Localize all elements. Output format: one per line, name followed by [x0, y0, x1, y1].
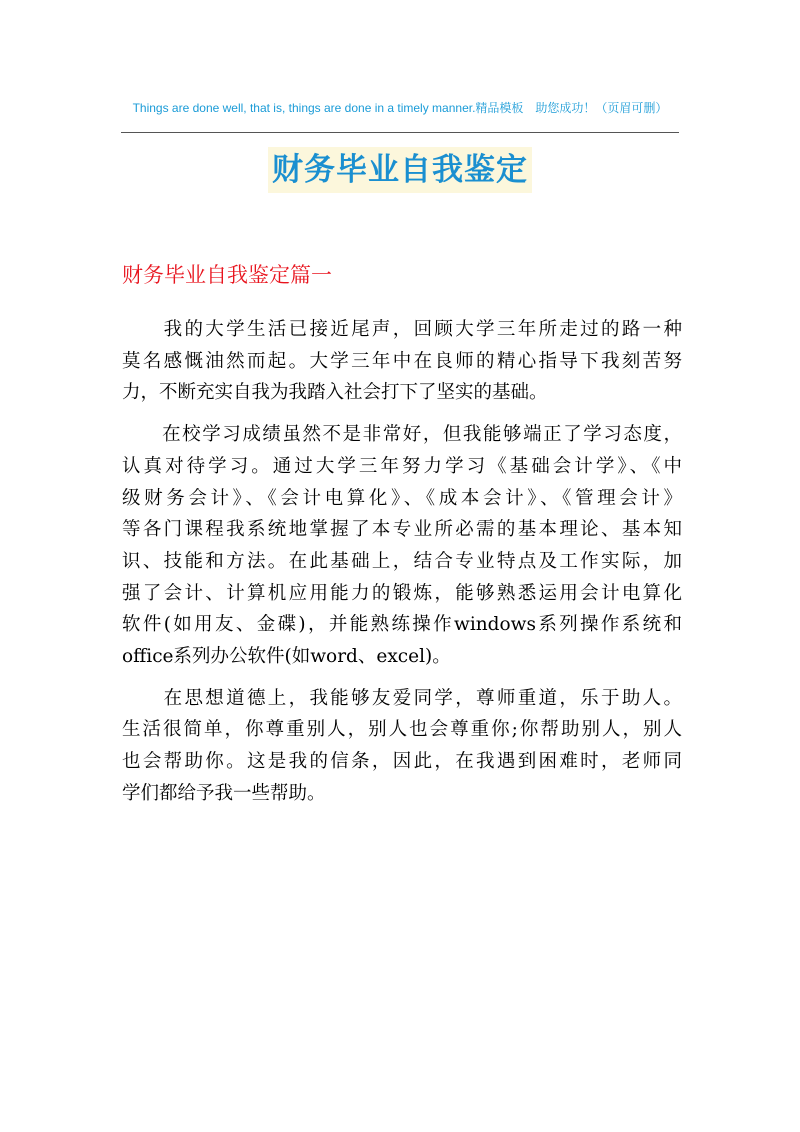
paragraph-line: 学们都给予我一些帮助。 [122, 782, 326, 804]
section-heading: 财务毕业自我鉴定篇一 [122, 263, 332, 287]
paragraph-line: office系列办公软件(如word、excel)。 [122, 646, 451, 668]
page-header-text: Things are done well, that is, things are done in a timely manner.精品模板 助您成功！（页眉可删） [132, 101, 668, 115]
paragraph-line: 软件(如用友、金碟)，并能熟练操作windows系列操作系统和 [122, 614, 682, 636]
paragraph-3 [122, 683, 682, 810]
paragraph-line: 强了会计、计算机应用能力的锻炼，能够熟悉运用会计电算化 [122, 582, 682, 604]
paragraph-line: 莫名感慨油然而起。大学三年中在良师的精心指导下我刻苦努 [122, 350, 682, 372]
paragraph-line: 级财务会计》、《会计电算化》、《成本会计》、《管理会计》 [122, 487, 682, 509]
paragraph-line: 也会帮助你。这是我的信条，因此，在我遇到困难时，老师同 [122, 751, 682, 773]
paragraph-line: 力，不断充实自我为我踏入社会打下了坚实的基础。 [122, 382, 548, 404]
document-body [122, 314, 682, 820]
paragraph-line: 在校学习成绩虽然不是非常好，但我能够端正了学习态度， [122, 424, 682, 446]
paragraph-line: 生活很简单，你尊重别人，别人也会尊重你;你帮助别人，别人 [122, 719, 682, 741]
document-title: 财务毕业自我鉴定 [268, 147, 532, 193]
paragraph-1 [122, 314, 682, 409]
paragraph-line: 在思想道德上，我能够友爱同学，尊师重道，乐于助人。 [122, 687, 682, 709]
paragraph-line: 认真对待学习。通过大学三年努力学习《基础会计学》、《中 [122, 455, 682, 477]
paragraph-line: 识、技能和方法。在此基础上，结合专业特点及工作实际，加 [122, 550, 682, 572]
paragraph-line: 等各门课程我系统地掌握了本专业所必需的基本理论、基本知 [122, 519, 682, 541]
paragraph-line: 我的大学生活已接近尾声，回顾大学三年所走过的路一种 [122, 319, 682, 340]
paragraph-2 [122, 419, 682, 673]
document-title-container [0, 147, 800, 193]
header-divider [121, 132, 679, 133]
